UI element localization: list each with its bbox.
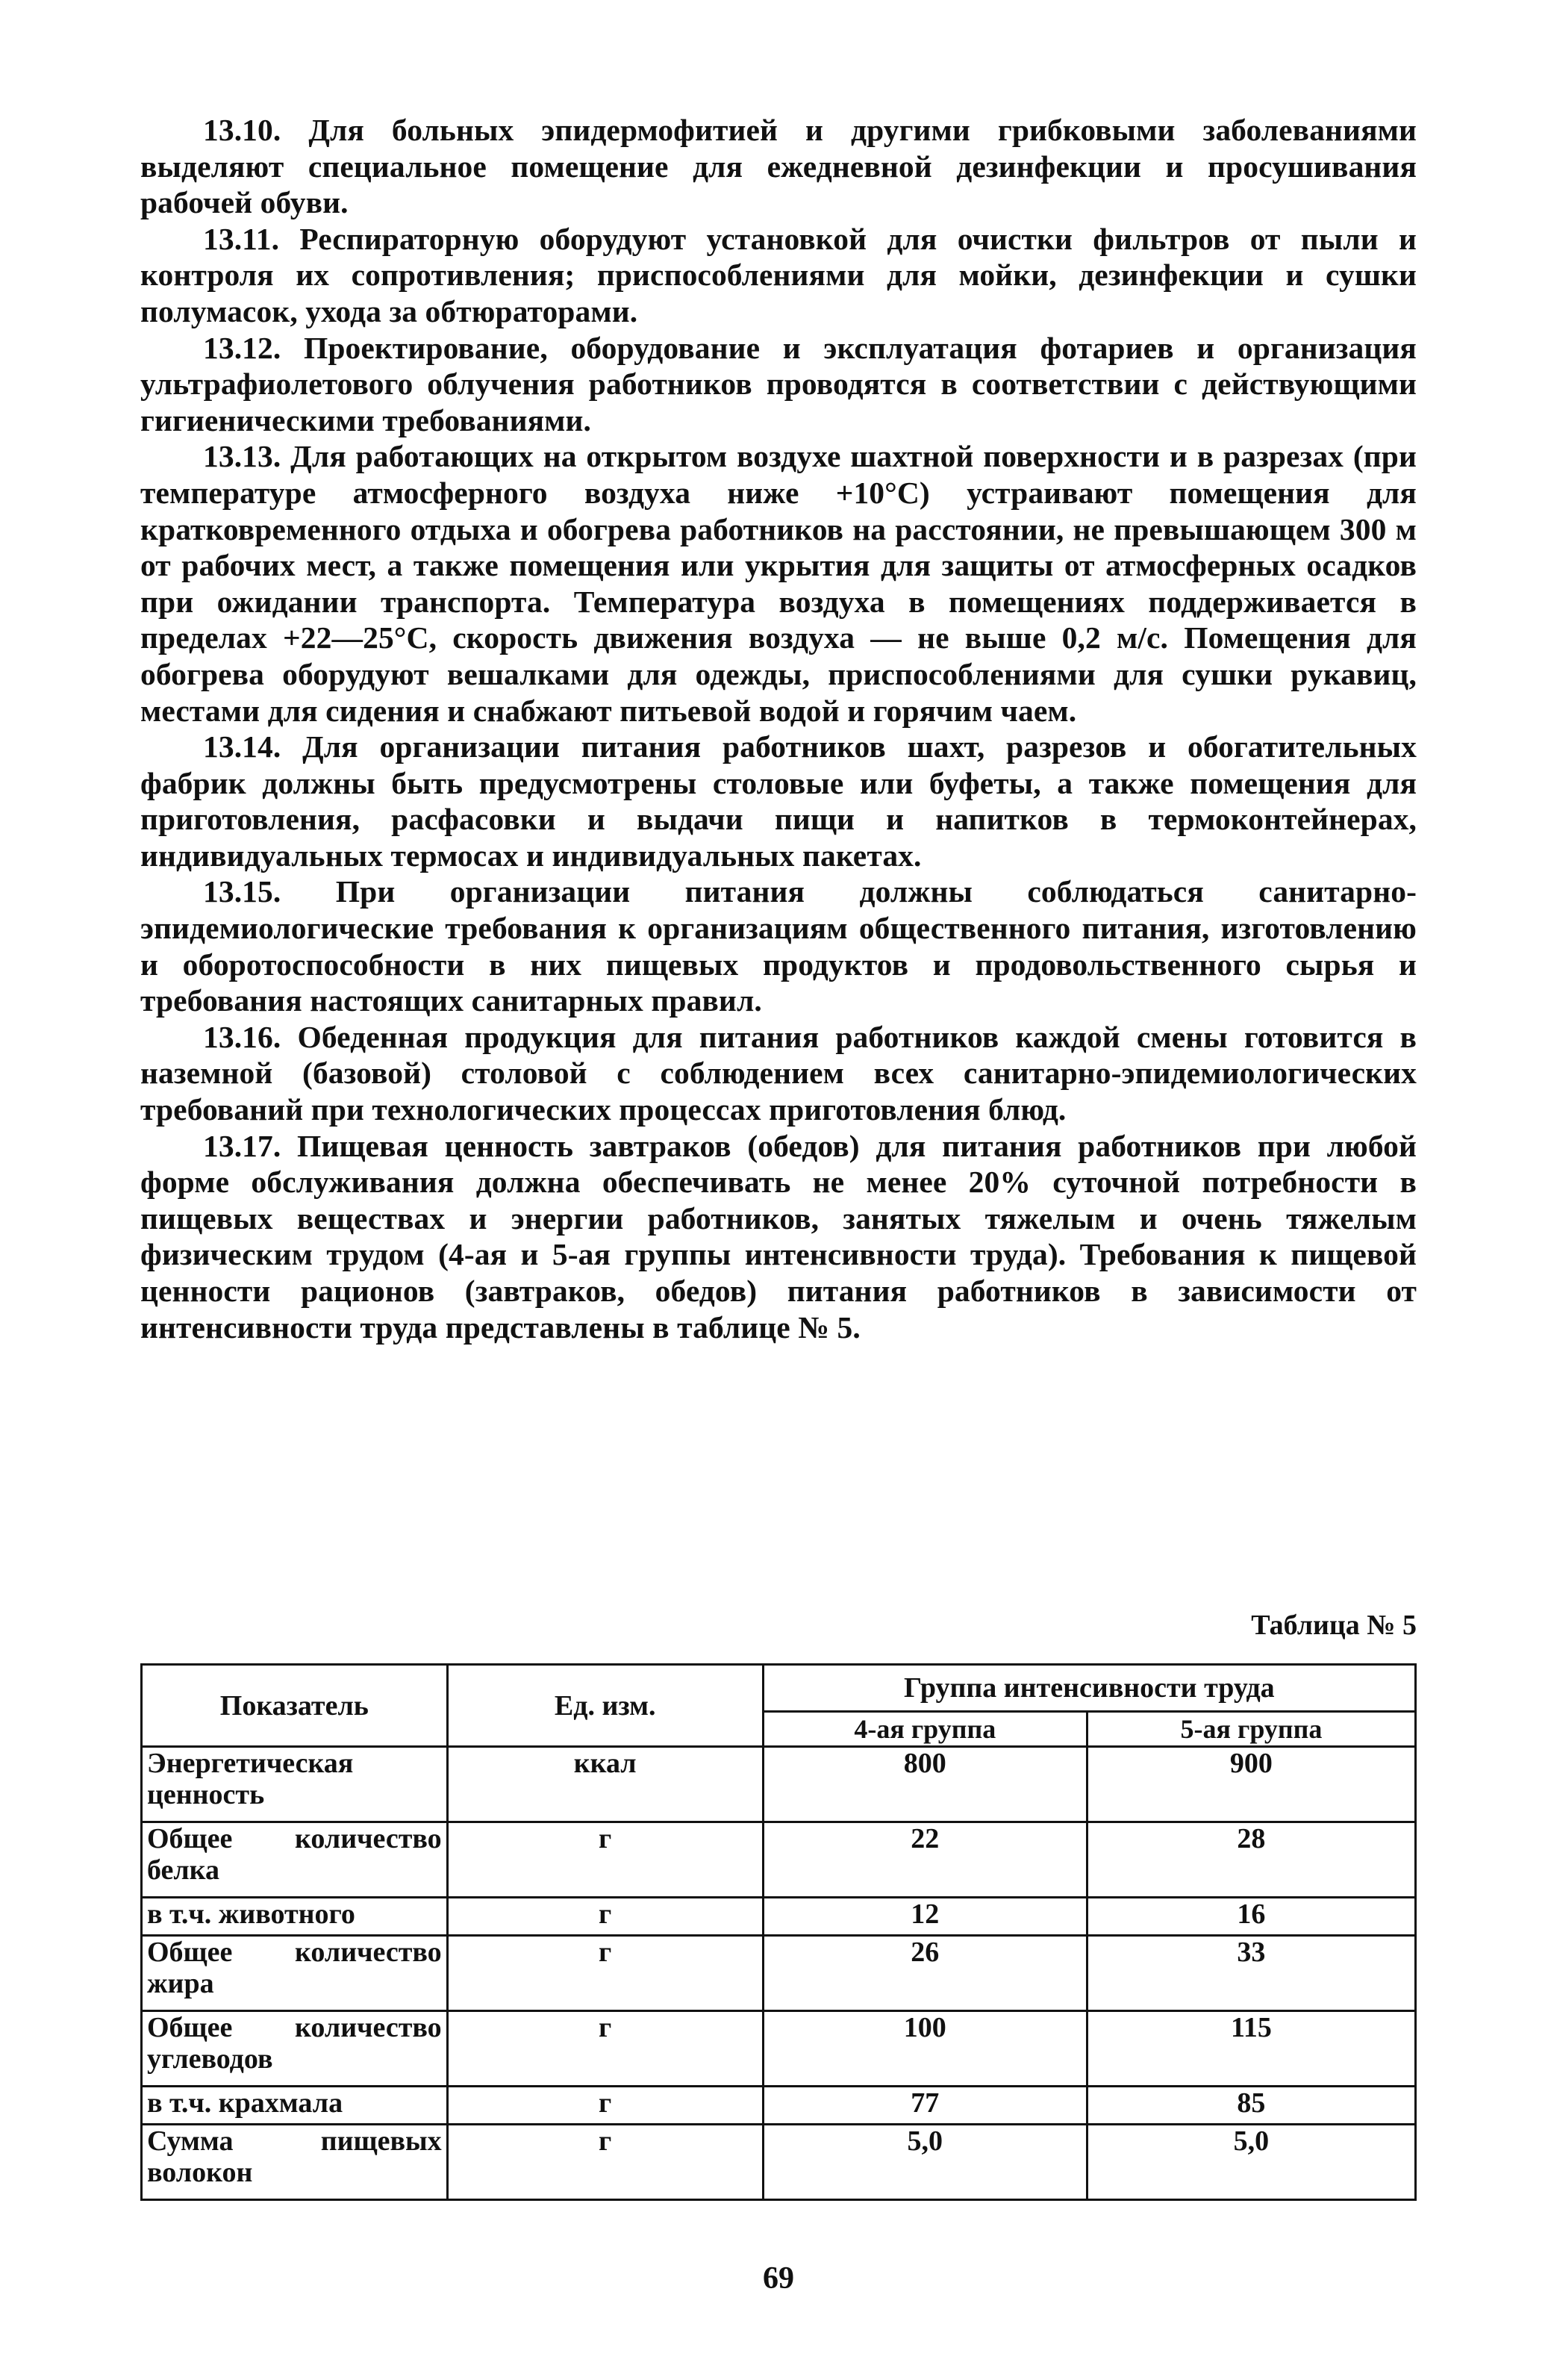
header-unit: Ед. изм. (447, 1665, 763, 1747)
row-indicator: Общее количество белка (142, 1822, 448, 1898)
row-group-4-value: 12 (763, 1898, 1087, 1936)
row-group-4-value: 22 (763, 1822, 1087, 1898)
row-unit: г (447, 1936, 763, 2011)
table-row (142, 2125, 1416, 2200)
table-row (142, 1822, 1416, 1898)
row-unit: г (447, 2125, 763, 2200)
row-indicator: Энергетическая ценность (142, 1747, 448, 1822)
paragraph-13-12: 13.12. Проектирование, оборудование и эксплуатация фотариев и организация ультрафиолетового облучения работников проводятся в соответствии с действующими гигиеническими требованиями. (140, 330, 1417, 437)
paragraph-13-11: 13.11. Респираторную оборудуют установкой для очистки фильтров от пыли и контроля их сопротивления; приспособлениями для мойки, дезинфекции и сушки полумасок, ухода за обтюраторами. (140, 221, 1417, 328)
row-indicator: Общее количество углеводов (142, 2011, 448, 2087)
row-group-5-value: 5,0 (1087, 2125, 1415, 2200)
row-indicator: в т.ч. крахмала (142, 2087, 448, 2125)
row-group-5-value: 33 (1087, 1936, 1415, 2011)
paragraph-13-13: 13.13. Для работающих на открытом воздухе шахтной поверхности и в разрезах (при температуре атмосферного воздуха ниже +10°С) устраивают помещения для кратковременного отдыха и обогрева работников на расстоянии, не превышающем 300 м от рабочих мест, а также помещения или укрытия для защиты от атмосферных осадков при ожидании транспорта. Температура воздуха в помещениях поддерживается в пределах +22—25°С, скорость движения воздуха — не выше 0,2 м/с. Помещения для обогрева оборудуют вешалками для одежды, приспособлениями для сушки рукавиц, местами для сидения и снабжают питьевой водой и горячим чаем. (140, 439, 1417, 728)
row-group-5-value: 115 (1087, 2011, 1415, 2087)
row-indicator: в т.ч. животного (142, 1898, 448, 1936)
table-row (142, 1898, 1416, 1936)
table-header-row (142, 1665, 1416, 1712)
header-group-4: 4-ая группа (763, 1712, 1087, 1747)
paragraph-13-15: 13.15. При организации питания должны соблюдаться санитарно-эпидемиологические требования к организациям общественного питания, изготовлению и оборотоспособности в них пищевых продуктов и продовольственного сырья и требования настоящих санитарных правил. (140, 874, 1417, 1018)
row-unit: г (447, 2011, 763, 2087)
nutrition-table (140, 1663, 1417, 2201)
row-group-5-value: 900 (1087, 1747, 1415, 1822)
row-unit: г (447, 2087, 763, 2125)
header-group: Группа интенсивности труда (763, 1665, 1415, 1712)
row-group-4-value: 5,0 (763, 2125, 1087, 2200)
row-indicator: Сумма пищевых волокон (142, 2125, 448, 2200)
paragraph-13-14: 13.14. Для организации питания работников шахт, разрезов и обогатительных фабрик должны быть предусмотрены столовые или буфеты, а также помещения для приготовления, расфасовки и выдачи пищи и напитков в термоконтейнерах, индивидуальных термосах и индивидуальных пакетах. (140, 729, 1417, 873)
row-unit: г (447, 1898, 763, 1936)
paragraph-13-16: 13.16. Обеденная продукция для питания работников каждой смены готовится в наземной (базовой) столовой с соблюдением всех санитарно-эпидемиологических требований при технологических процессах приготовления блюд. (140, 1019, 1417, 1127)
table-caption: Таблица № 5 (1251, 1610, 1417, 1641)
paragraph-13-10: 13.10. Для больных эпидермофитией и другими грибковыми заболеваниями выделяют специальное помещение для ежедневной дезинфекции и просушивания рабочей обуви. (140, 113, 1417, 220)
row-group-4-value: 100 (763, 2011, 1087, 2087)
table-row (142, 2011, 1416, 2087)
table-row (142, 1936, 1416, 2011)
header-indicator: Показатель (142, 1665, 448, 1747)
document-page (140, 112, 1417, 2296)
table-row (142, 1747, 1416, 1822)
row-group-5-value: 85 (1087, 2087, 1415, 2125)
row-group-4-value: 77 (763, 2087, 1087, 2125)
row-group-5-value: 16 (1087, 1898, 1415, 1936)
row-unit: ккал (447, 1747, 763, 1822)
page-number: 69 (763, 2261, 794, 2296)
row-unit: г (447, 1822, 763, 1898)
row-indicator: Общее количество жира (142, 1936, 448, 2011)
row-group-4-value: 26 (763, 1936, 1087, 2011)
row-group-4-value: 800 (763, 1747, 1087, 1822)
paragraph-13-17: 13.17. Пищевая ценность завтраков (обедов) для питания работников при любой форме обслуживания должна обеспечивать не менее 20% суточной потребности в пищевых веществах и энергии работников, занятых тяжелым и очень тяжелым физическим трудом (4-ая и 5-ая группы интенсивности труда). Требования к пищевой ценности рационов (завтраков, обедов) питания работников в зависимости от интенсивности труда представлены в таблице № 5. (140, 1128, 1417, 1345)
header-group-5: 5-ая группа (1087, 1712, 1415, 1747)
table-row (142, 2087, 1416, 2125)
row-group-5-value: 28 (1087, 1822, 1415, 1898)
